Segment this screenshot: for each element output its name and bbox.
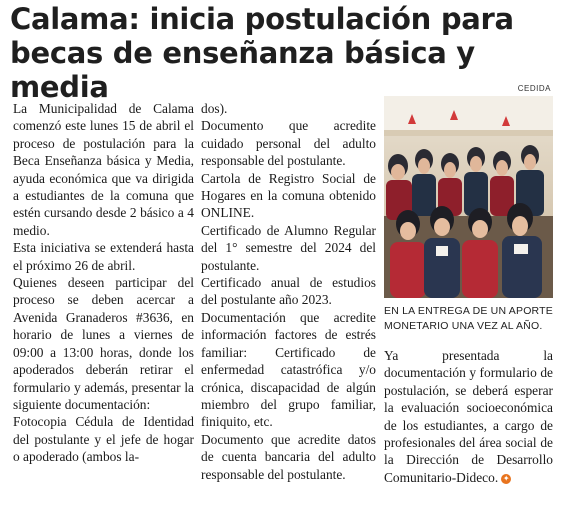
article-column-2: [201, 100, 376, 483]
paragraph: dos).: [201, 101, 228, 116]
article-headline: Calama: inicia postulación para becas de enseñanza básica y media: [10, 2, 514, 104]
paragraph: Certificado anual de estudios del postulante año 2023.: [201, 275, 376, 308]
photo-credit: CEDIDA: [517, 84, 551, 93]
article-column-3: [384, 347, 553, 486]
paragraph: Esta iniciativa se extenderá hasta el próximo 26 de abril.: [13, 240, 194, 273]
paragraph: Documento que acredite cuidado personal del adulto responsable del postulante.: [201, 118, 376, 169]
paragraph: Documento que acredite datos de cuenta bancaria del adulto responsable del postulante.: [201, 431, 376, 482]
paragraph: La Municipalidad de Calama comenzó este lunes 15 de abril el proceso de postulación para la Beca Enseñanza básica y Media, ayuda económica que va dirigida a estudiantes de la comuna que estén cursando desde 2 básico a 4 medio.: [13, 101, 194, 238]
photo-caption: EN LA ENTREGA DE UN APORTE MONETARIO UNA VEZ AL AÑO.: [384, 305, 553, 332]
closing-paragraph-text: Ya presentada la documentación y formulario de postulación, se deberá esperar la evaluación socioeconómica de los estudiantes, a cargo de profesionales del área social de la Dirección de Desarrollo Comunitario-Dideco.: [384, 348, 553, 485]
paragraph: Cartola de Registro Social de Hogares en la comuna obtenido ONLINE.: [201, 170, 376, 221]
paragraph: Documentación que acredite información factores de estrés familiar: Certificado de enfermedad catastrófica y/o crónica, discapacidad de algún miembro del grupo familiar, finiquito, etc.: [201, 309, 376, 430]
paragraph: Certificado de Alumno Regular del 1° semestre del 2024 del postulante.: [201, 222, 376, 273]
paragraph: Quienes deseen participar del proceso se deben acercar a Avenida Granaderos #3636, en horario de lunes a viernes de 09:00 a 13:00 horas, donde los apoderados deberán retirar el formulario y además, presentar la siguiente documentación:: [13, 275, 194, 412]
article-photo: [384, 96, 553, 298]
paragraph: Fotocopia Cédula de Identidad del postulante y el jefe de hogar o apoderado (ambos la-: [13, 414, 194, 465]
article-end-icon: ✦: [502, 473, 510, 483]
article-column-1: [13, 100, 194, 466]
students-photo-illustration: [384, 96, 553, 298]
paragraph: [384, 347, 553, 486]
